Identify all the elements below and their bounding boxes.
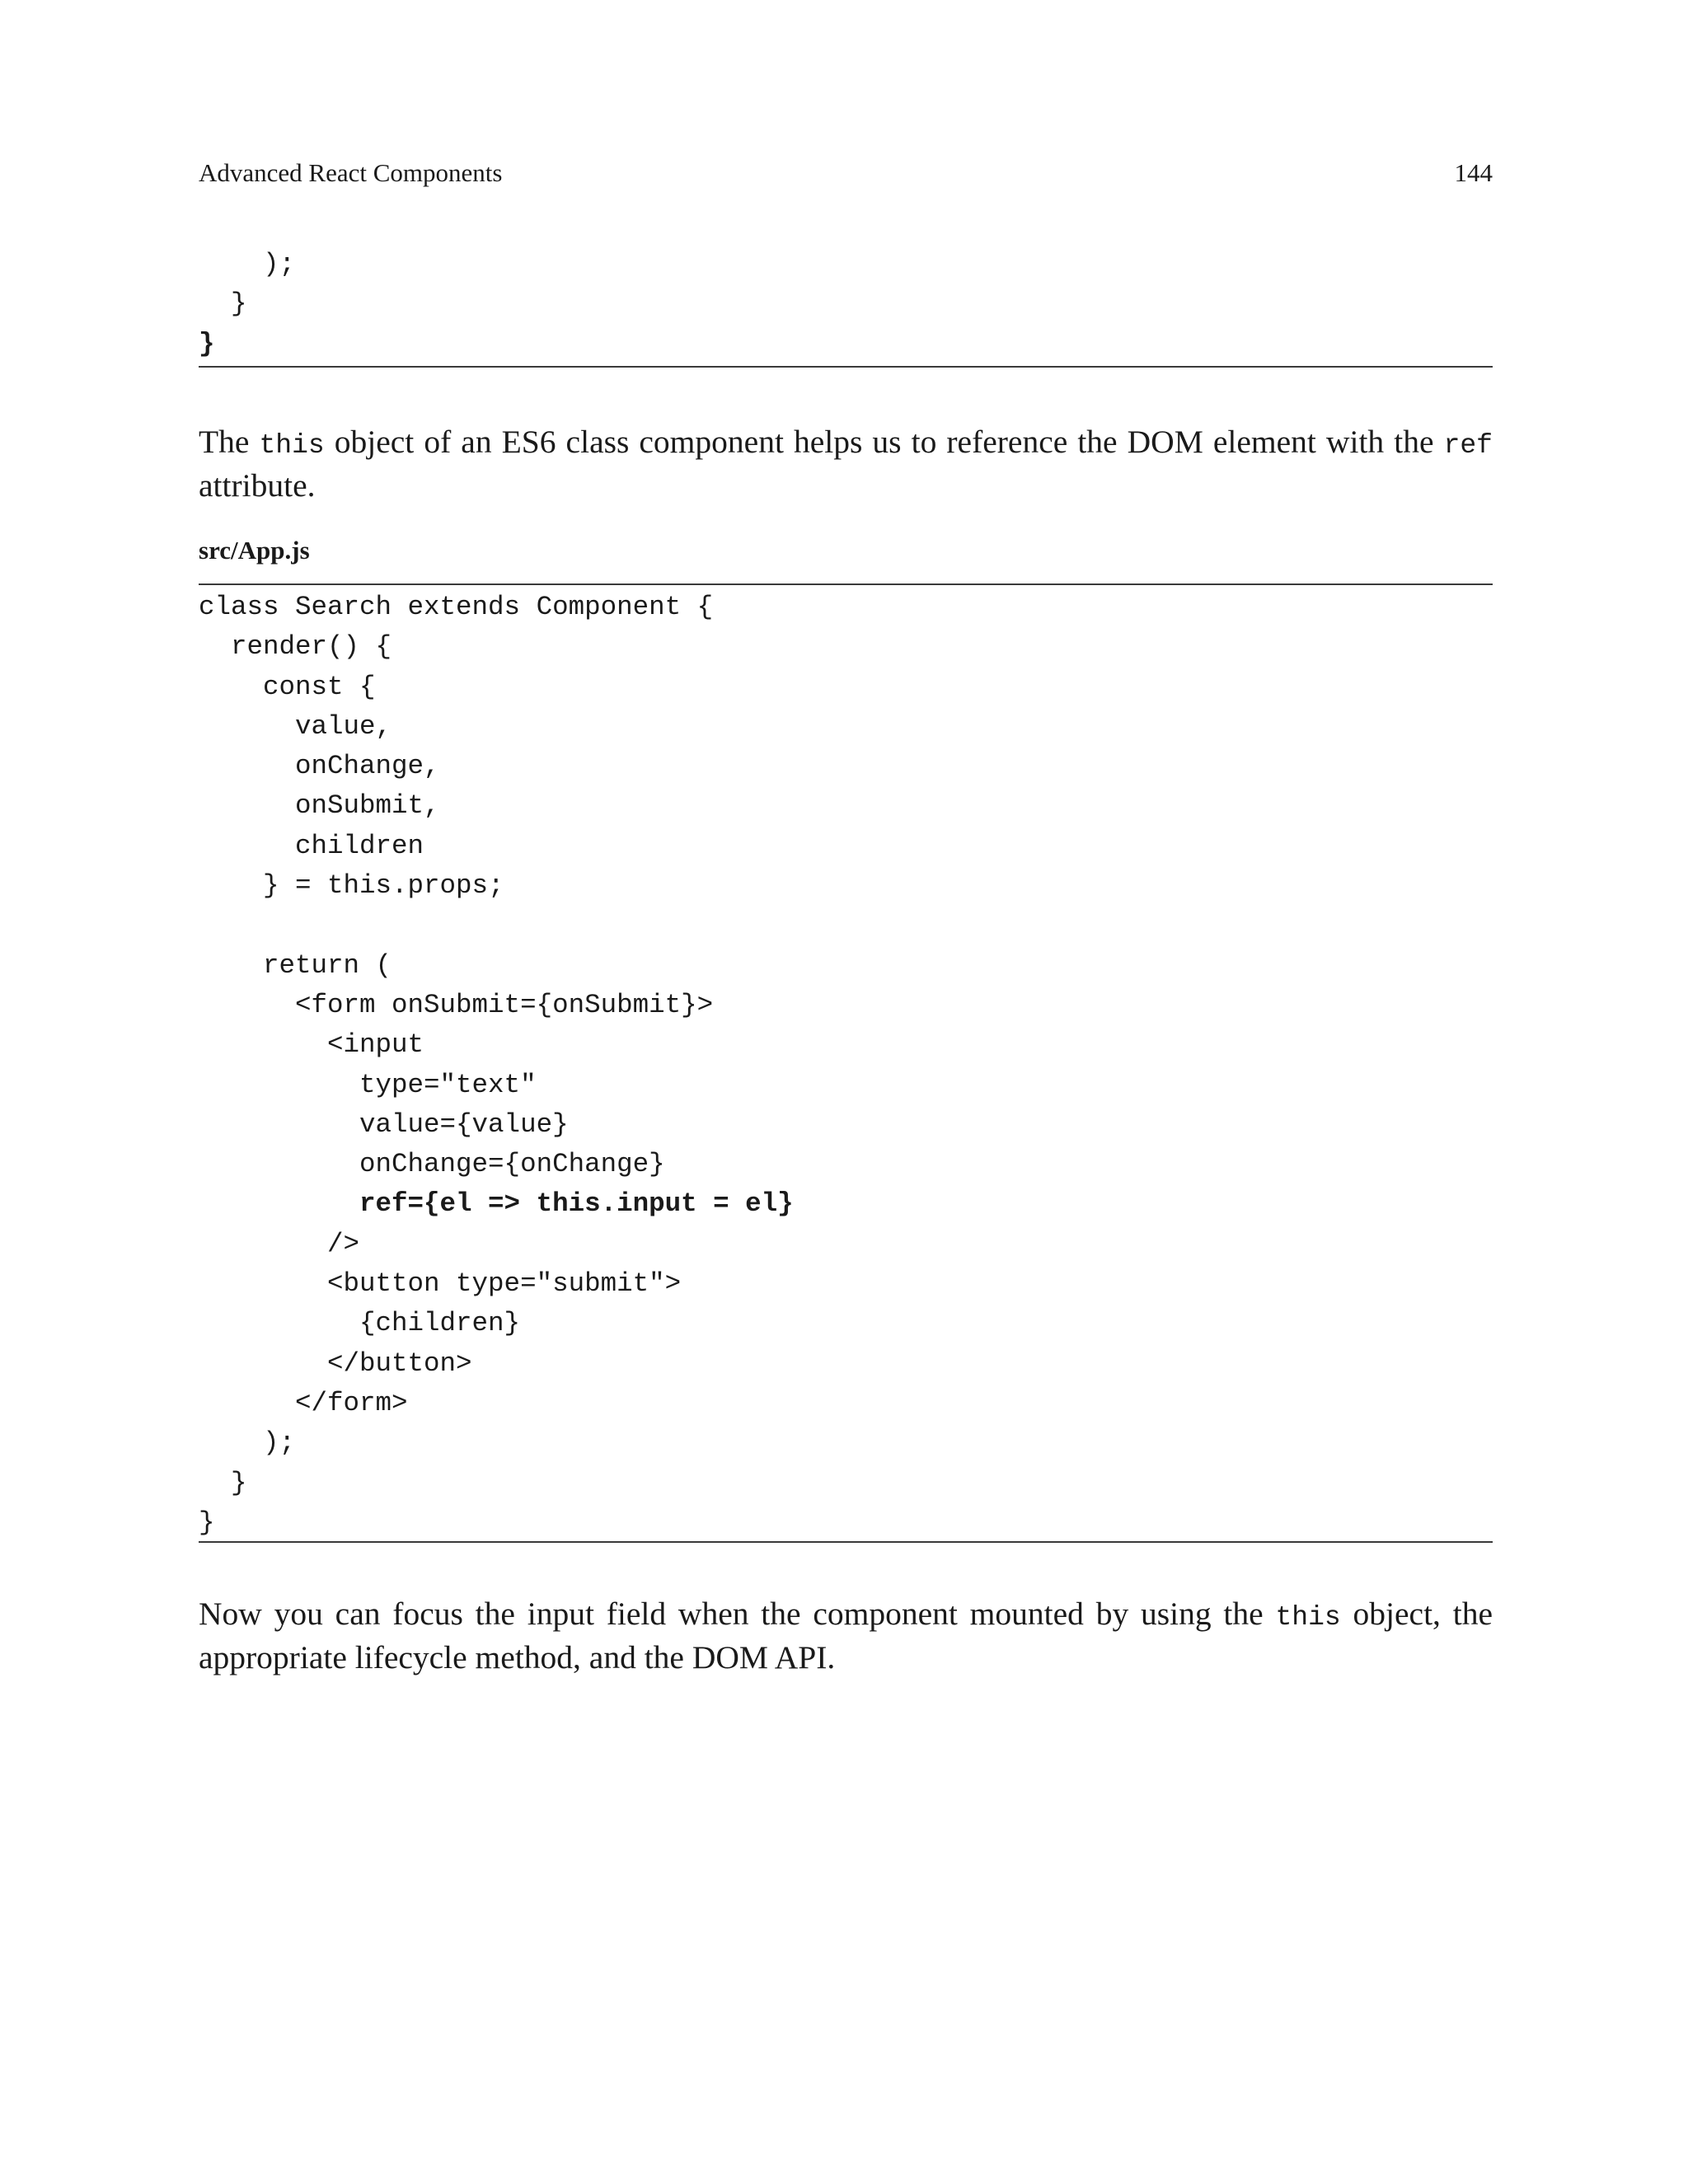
code-line: const { — [199, 671, 376, 702]
code-line: onChange={onChange} — [199, 1149, 665, 1180]
code-line: value, — [199, 710, 392, 742]
code-line — [199, 906, 794, 945]
code-block-top-rule — [199, 583, 1493, 585]
paragraph-text: Now you can focus the input field when the component mounted by using the — [199, 1596, 1276, 1632]
code-line: } — [199, 288, 247, 320]
inline-code: this — [1275, 1602, 1341, 1633]
paragraph-text: object, the appropriate lifecycle method, and the DOM API. — [199, 1596, 1493, 1675]
code-line: <form onSubmit={onSubmit}> — [199, 989, 714, 1020]
code-line-highlighted: ref={el => this.input = el} — [199, 1188, 794, 1220]
code-line: </button> — [199, 1347, 472, 1379]
code-line: <button type="submit"> — [199, 1268, 682, 1300]
body-paragraph — [199, 422, 1493, 505]
code-line: ); — [199, 1427, 296, 1459]
code-line: <input — [199, 1029, 424, 1061]
code-line: } — [199, 1507, 215, 1538]
body-paragraph — [199, 1594, 1493, 1677]
code-line: return ( — [199, 949, 392, 981]
paragraph-text: attribute. — [199, 467, 316, 504]
code-line: } = this.props; — [199, 870, 504, 902]
code-line: /> — [199, 1228, 360, 1259]
inline-code: ref — [1443, 430, 1493, 461]
code-line: } — [199, 328, 215, 359]
code-line: ); — [199, 249, 296, 279]
code-line: class Search extends Component { — [199, 592, 714, 622]
code-block — [199, 588, 794, 1543]
code-file-label: src/App.js — [199, 536, 310, 565]
code-line: } — [199, 1467, 247, 1498]
code-line: value={value} — [199, 1108, 569, 1140]
code-line: children — [199, 830, 424, 861]
code-line: render() { — [199, 631, 392, 663]
inline-code: this — [259, 430, 325, 461]
code-line: {children} — [199, 1308, 521, 1339]
running-header-title: Advanced React Components — [199, 158, 503, 187]
code-line: onChange, — [199, 751, 440, 782]
code-block-bottom-rule — [199, 1541, 1493, 1543]
code-block-continuation — [199, 245, 295, 364]
code-line: onSubmit, — [199, 790, 440, 822]
paragraph-text: The — [199, 424, 260, 460]
paragraph-text: object of an ES6 class component helps us to reference the DOM element with the — [324, 424, 1444, 460]
code-block-bottom-rule — [199, 366, 1493, 368]
code-line: type="text" — [199, 1069, 537, 1100]
page-number: 144 — [1454, 158, 1493, 187]
code-line: </form> — [199, 1387, 408, 1418]
